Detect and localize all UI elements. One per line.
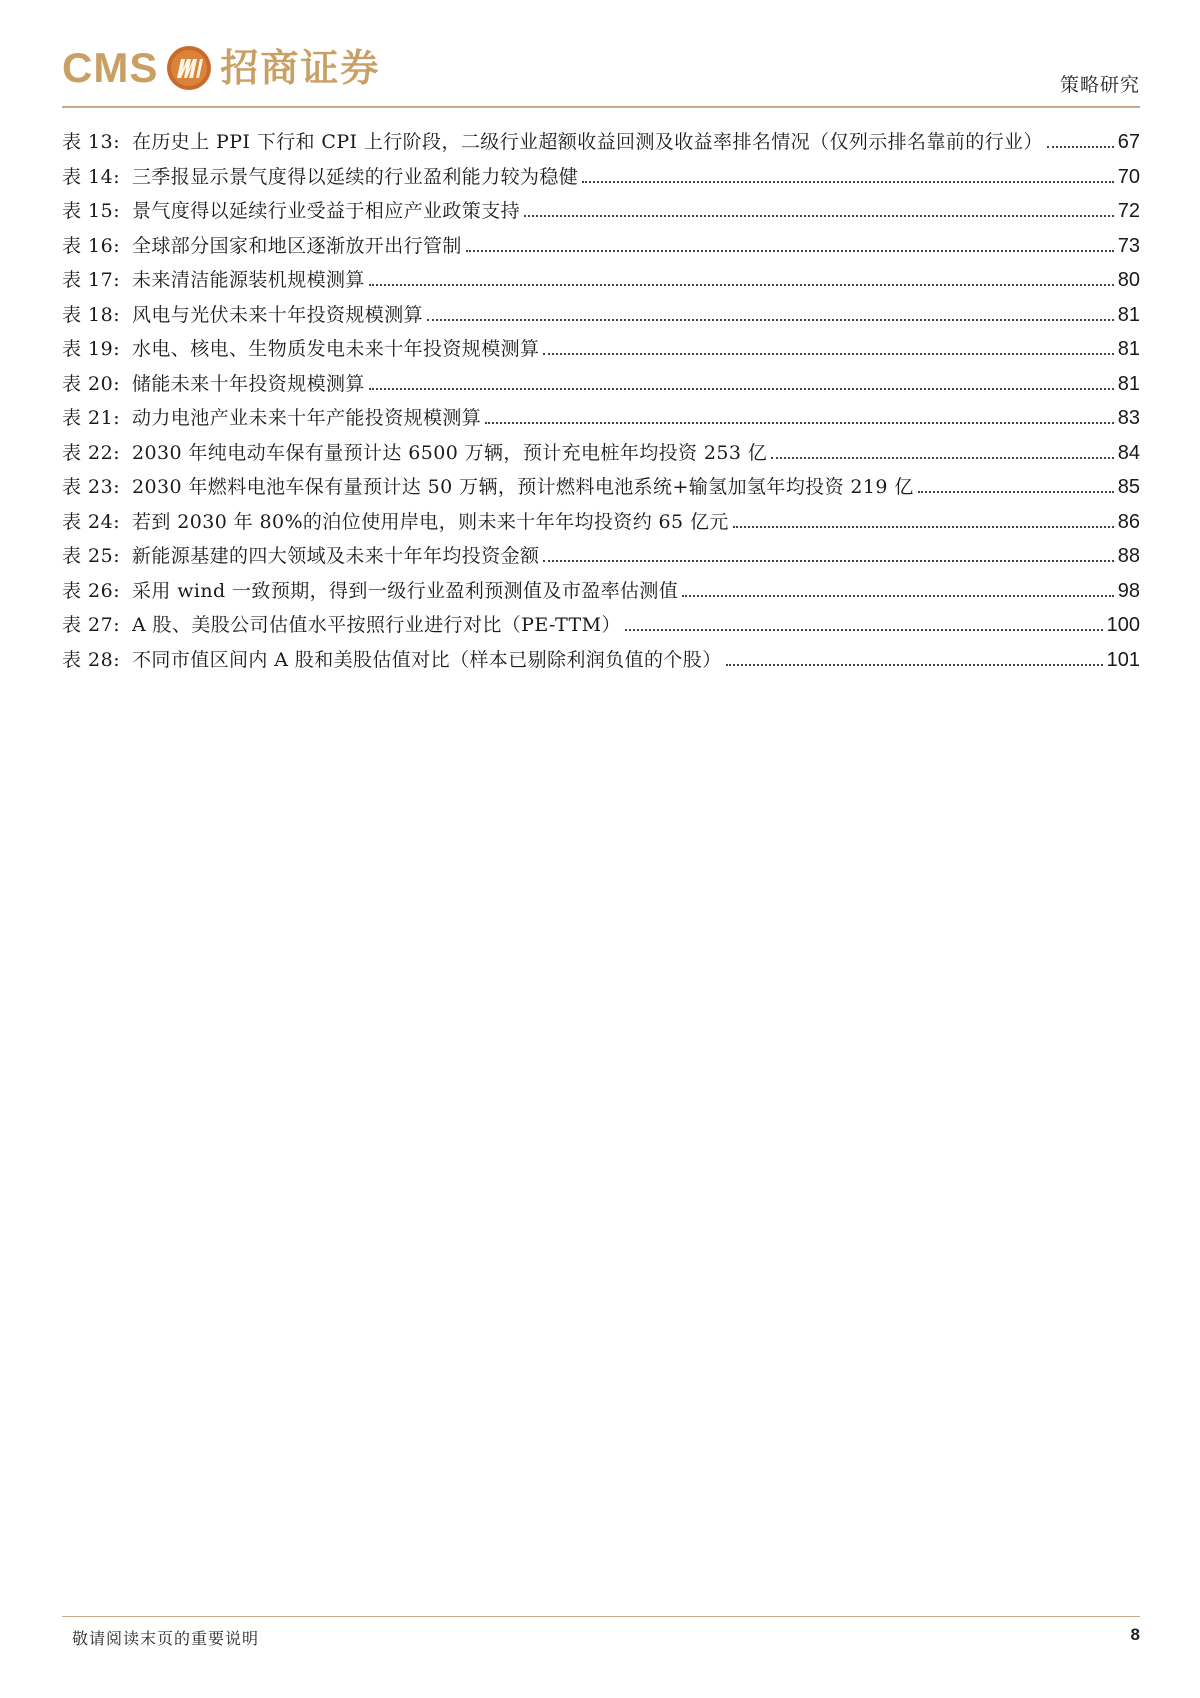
toc-entry-label: 表 25:	[62, 545, 121, 567]
toc-entry[interactable]	[62, 369, 1140, 404]
toc-entry-title: 不同市值区间内 A 股和美股估值对比（样本已剔除利润负值的个股）	[132, 648, 722, 671]
logo-text-en: CMS	[62, 44, 159, 91]
toc-entry-page: 85	[1117, 476, 1140, 498]
toc-entry[interactable]	[62, 645, 1140, 680]
toc-entry-title: 未来清洁能源装机规模测算	[132, 269, 365, 291]
toc-entry-label: 表 17:	[62, 269, 121, 291]
logo-text-cn: 招商证券	[220, 46, 381, 90]
toc-entry[interactable]	[62, 196, 1140, 231]
toc-entry-page: 67	[1117, 131, 1140, 153]
header-divider	[62, 106, 1140, 108]
toc-entry-title: 风电与光伏未来十年投资规模测算	[132, 303, 424, 326]
toc-dot-leader	[524, 215, 1114, 217]
cms-logo	[62, 42, 380, 94]
toc-entry-label: 表 21:	[62, 407, 121, 429]
toc-entry-page: 86	[1117, 510, 1140, 533]
toc-entry[interactable]	[62, 127, 1140, 162]
toc-dot-leader	[466, 250, 1114, 252]
toc-dot-leader	[625, 629, 1103, 631]
toc-entry-page: 73	[1117, 234, 1140, 257]
toc-entry-title: 若到 2030 年 80%的泊位使用岸电，则未来十年年均投资约 65 亿元	[132, 510, 729, 533]
toc-dot-leader	[1047, 146, 1114, 148]
toc-entry-title: 储能未来十年投资规模测算	[132, 372, 365, 395]
toc-entry-label: 表 22:	[62, 441, 121, 464]
toc-entry-label: 表 23:	[62, 476, 121, 498]
toc-entry-label: 表 13:	[62, 131, 121, 153]
toc-dot-leader	[543, 353, 1113, 355]
toc-dot-leader	[369, 388, 1114, 390]
toc-entry-title: 动力电池产业未来十年产能投资规模测算	[132, 407, 482, 429]
toc-entry-title: 景气度得以延续行业受益于相应产业政策支持	[132, 200, 521, 222]
page-header	[62, 42, 1140, 106]
toc-dot-leader	[733, 526, 1114, 528]
section-title: 策略研究	[1059, 74, 1140, 96]
toc-entry-label: 表 15:	[62, 200, 121, 222]
toc-dot-leader	[726, 664, 1103, 666]
toc-entry-title: A 股、美股公司估值水平按照行业进行对比（PE-TTM）	[132, 614, 621, 636]
toc-entry[interactable]	[62, 403, 1140, 438]
toc-entry-label: 表 14:	[62, 165, 121, 188]
toc-entry-label: 表 28:	[62, 648, 121, 671]
toc-entry-label: 表 20:	[62, 372, 121, 395]
toc-entry-label: 表 18:	[62, 303, 121, 326]
toc-entry-page: 84	[1117, 441, 1140, 464]
toc-entry[interactable]	[62, 472, 1140, 507]
toc-entry-title: 在历史上 PPI 下行和 CPI 上行阶段，二级行业超额收益回测及收益率排名情况（仅列示排名靠前的行业）	[132, 131, 1043, 153]
toc-entry-label: 表 16:	[62, 234, 121, 257]
toc-entry-page: 81	[1117, 372, 1140, 395]
toc-entry[interactable]	[62, 541, 1140, 576]
footer-disclaimer-note: 敬请阅读末页的重要说明	[72, 1629, 260, 1648]
toc-entry-page: 100	[1106, 614, 1140, 636]
toc-entry-page: 72	[1117, 200, 1140, 222]
toc-entry-page: 101	[1106, 648, 1140, 671]
toc-entry-title: 全球部分国家和地区逐渐放开出行管制	[132, 234, 462, 257]
toc-entry[interactable]	[62, 438, 1140, 473]
toc-entry-label: 表 19:	[62, 338, 121, 360]
toc-entry-page: 81	[1117, 338, 1140, 360]
page-number: 8	[1130, 1625, 1140, 1644]
footer-divider	[62, 1616, 1140, 1617]
toc-dot-leader	[427, 319, 1114, 321]
toc-entry[interactable]	[62, 265, 1140, 300]
toc-entry[interactable]	[62, 334, 1140, 369]
toc-entry-title: 2030 年纯电动车保有量预计达 6500 万辆，预计充电桩年均投资 253 亿	[132, 441, 768, 464]
toc-entry-page: 98	[1117, 579, 1140, 602]
toc-entry-page: 81	[1117, 303, 1140, 326]
toc-entry-title: 2030 年燃料电池车保有量预计达 50 万辆，预计燃料电池系统+输氢加氢年均投资 219 亿	[132, 476, 914, 498]
toc-dot-leader	[485, 422, 1114, 424]
toc-dot-leader	[682, 595, 1114, 597]
toc-dot-leader	[543, 560, 1113, 562]
toc-entry-page: 83	[1117, 407, 1140, 429]
table-of-contents	[62, 127, 1140, 679]
toc-entry[interactable]	[62, 576, 1140, 611]
toc-entry-title: 采用 wind 一致预期，得到一级行业盈利预测值及市盈率估测值	[132, 579, 679, 602]
toc-entry-label: 表 26:	[62, 579, 121, 602]
toc-dot-leader	[582, 181, 1114, 183]
cms-emblem-icon	[166, 45, 212, 91]
toc-entry-title: 新能源基建的四大领域及未来十年年均投资金额	[132, 545, 540, 567]
toc-dot-leader	[918, 491, 1114, 493]
toc-entry-label: 表 27:	[62, 614, 121, 636]
toc-dot-leader	[369, 284, 1114, 286]
toc-entry-title: 三季报显示景气度得以延续的行业盈利能力较为稳健	[132, 165, 579, 188]
toc-entry[interactable]	[62, 300, 1140, 335]
toc-entry-page: 70	[1117, 165, 1140, 188]
toc-entry[interactable]	[62, 231, 1140, 266]
toc-entry-label: 表 24:	[62, 510, 121, 533]
toc-entry-page: 88	[1117, 545, 1140, 567]
toc-entry-page: 80	[1117, 269, 1140, 291]
toc-entry[interactable]	[62, 610, 1140, 645]
toc-entry-title: 水电、核电、生物质发电未来十年投资规模测算	[132, 338, 540, 360]
toc-dot-leader	[771, 457, 1114, 459]
toc-entry[interactable]	[62, 162, 1140, 197]
toc-entry[interactable]	[62, 507, 1140, 542]
